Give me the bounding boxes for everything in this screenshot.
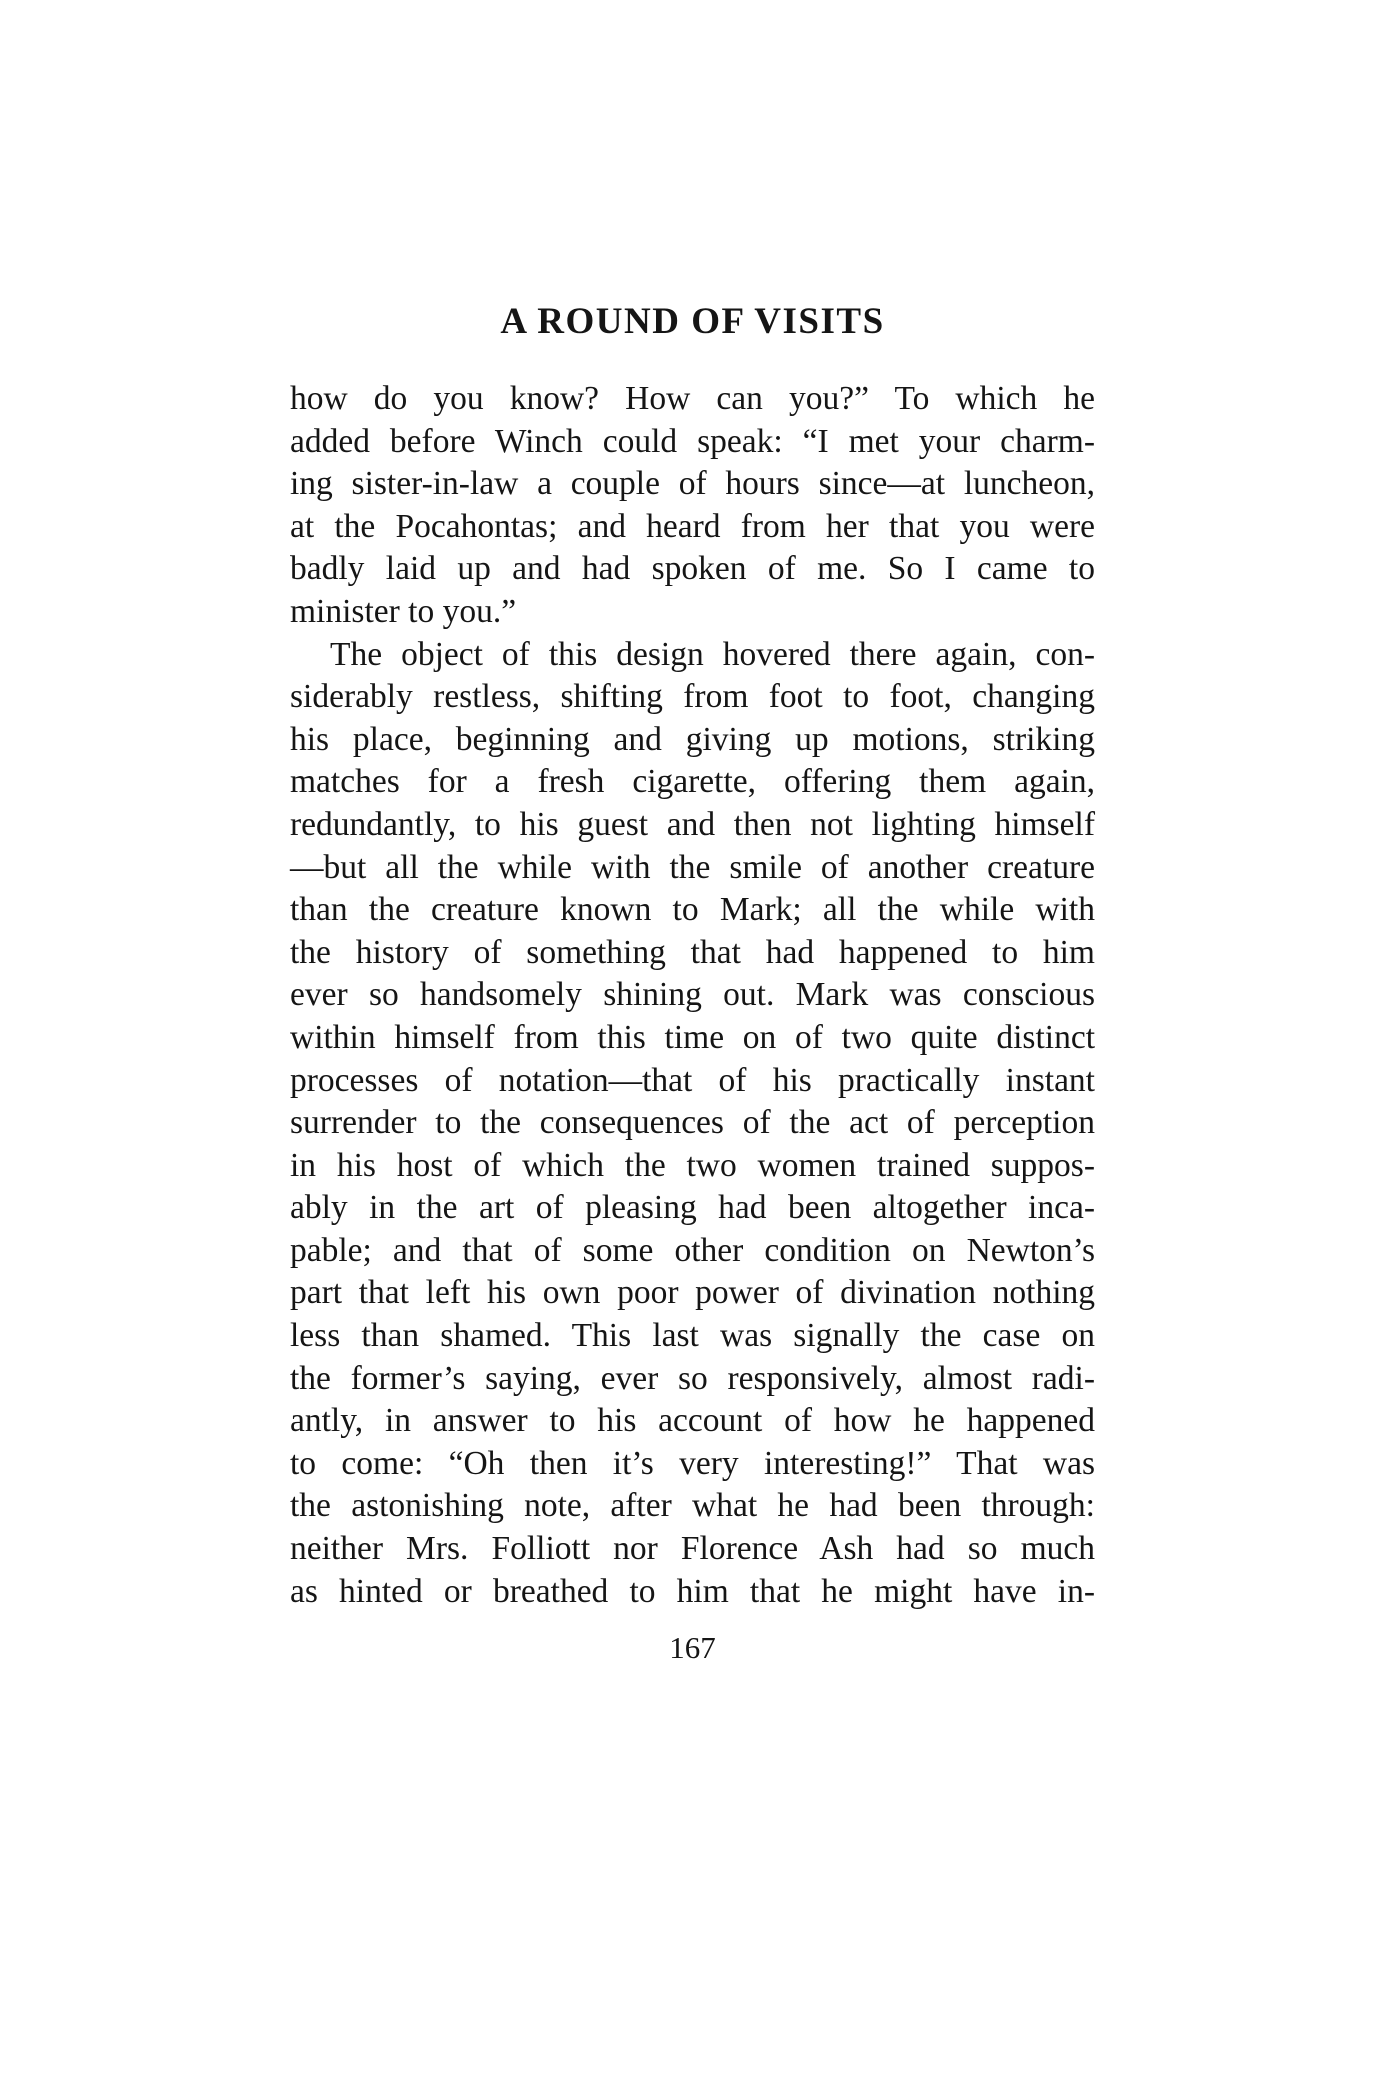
text-line: less than shamed. This last was signally the case on bbox=[290, 1317, 1095, 1355]
text-line: ever so handsomely shining out. Mark was conscious bbox=[290, 976, 1095, 1014]
running-head: A ROUND OF VISITS bbox=[500, 301, 885, 342]
text-line: processes of notation—that of his practically instant bbox=[290, 1061, 1095, 1099]
text-line: badly laid up and had spoken of me. So I came to bbox=[290, 550, 1095, 588]
page-number: 167 bbox=[669, 1630, 716, 1665]
text-line: neither Mrs. Folliott nor Florence Ash had so much bbox=[290, 1530, 1095, 1568]
text-line: antly, in answer to his account of how he happened bbox=[290, 1402, 1095, 1440]
text-line: pable; and that of some other condition on Newton’s bbox=[290, 1231, 1095, 1269]
paragraph-first-line: The object of this design hovered there again, con- bbox=[330, 635, 1095, 673]
text-line: his place, beginning and giving up motions, striking bbox=[290, 720, 1095, 758]
text-line: redundantly, to his guest and then not lighting himself bbox=[290, 805, 1095, 843]
text-line: minister to you.” bbox=[290, 592, 517, 630]
text-line: the former’s saying, ever so responsively, almost radi- bbox=[290, 1359, 1095, 1397]
text-line: —but all the while with the smile of another creature bbox=[290, 848, 1095, 886]
text-line: to come: “Oh then it’s very interesting!” That was bbox=[290, 1444, 1095, 1482]
text-line: than the creature known to Mark; all the while with bbox=[290, 891, 1095, 929]
text-line: part that left his own poor power of divination nothing bbox=[290, 1274, 1095, 1312]
text-line: matches for a fresh cigarette, offering them again, bbox=[290, 763, 1095, 801]
text-line: added before Winch could speak: “I met your charm- bbox=[290, 422, 1095, 460]
text-line: siderably restless, shifting from foot to foot, changing bbox=[290, 678, 1095, 716]
text-line: in his host of which the two women trained suppos- bbox=[290, 1146, 1095, 1184]
text-line: how do you know? How can you?” To which he bbox=[290, 380, 1095, 417]
text-line: as hinted or breathed to him that he might have in- bbox=[290, 1572, 1095, 1610]
text-line: within himself from this time on of two quite distinct bbox=[290, 1018, 1095, 1056]
text-line: the astonishing note, after what he had been through: bbox=[290, 1487, 1095, 1525]
text-line: ing sister-in-law a couple of hours since—at luncheon, bbox=[290, 465, 1095, 503]
text-line: ably in the art of pleasing had been altogether inca- bbox=[290, 1189, 1095, 1227]
text-line: surrender to the consequences of the act of perception bbox=[290, 1104, 1095, 1142]
body-text bbox=[290, 378, 1095, 1613]
text-line: the history of something that had happened to him bbox=[290, 933, 1095, 971]
text-line: at the Pocahontas; and heard from her that you were bbox=[290, 507, 1095, 545]
